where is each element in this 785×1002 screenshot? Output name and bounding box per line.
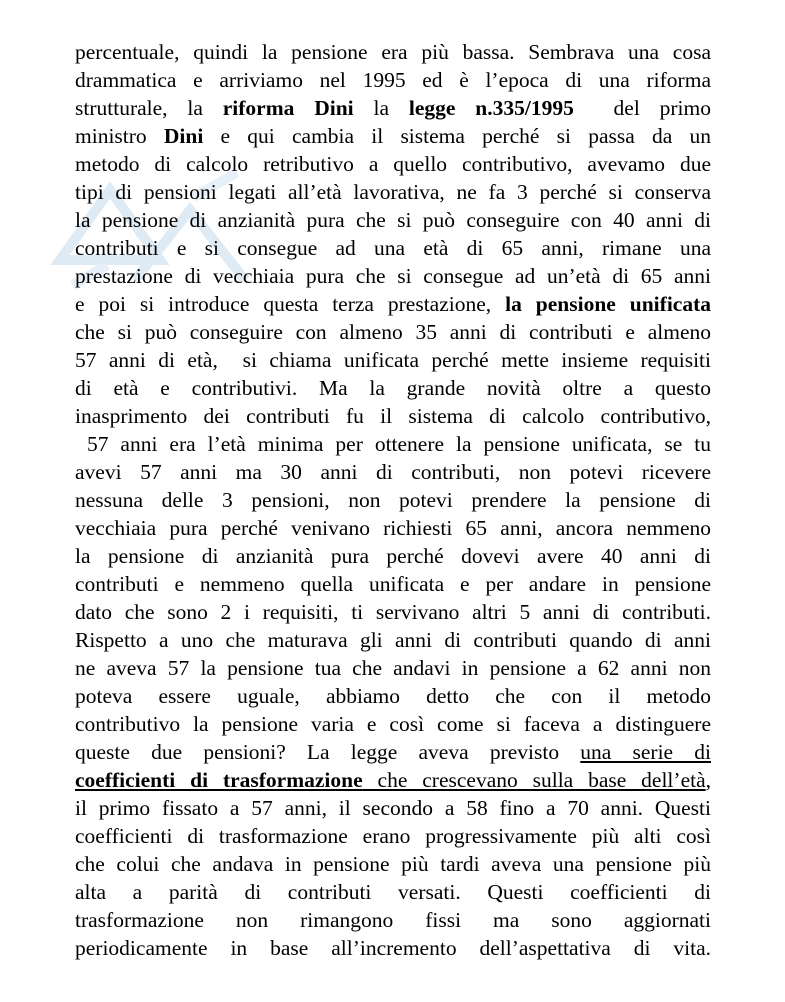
text-line-3: strutturale, la riforma Dini la legge n.335/1995 del primo <box>75 96 711 120</box>
text-line-30: che colui che andava in pensione più tardi aveva una pensione più <box>75 852 711 876</box>
text-line-18: vecchiaia pura perché venivano richiesti 65 anni, ancora nemmeno <box>75 516 711 540</box>
text-line-10: e poi si introduce questa terza prestazione, la pensione unificata <box>75 292 711 316</box>
text-line-33: periodicamente in base all’incremento dell’aspettativa di vita. <box>75 936 711 960</box>
text-line-27: coefficienti di trasformazione che crescevano sulla base dell’età, <box>75 768 711 792</box>
text-line-17: nessuna delle 3 pensioni, non potevi prendere la pensione di <box>75 488 711 512</box>
text-line-25: contributivo la pensione varia e così come si faceva a distinguere <box>75 712 711 736</box>
text-line-26: queste due pensioni? La legge aveva previsto una serie di <box>75 740 711 764</box>
text-line-19: la pensione di anzianità pura perché dovevi avere 40 anni di <box>75 544 711 568</box>
text-line-28: il primo fissato a 57 anni, il secondo a 58 fino a 70 anni. Questi <box>75 796 711 820</box>
text-line-1: percentuale, quindi la pensione era più bassa. Sembrava una cosa <box>75 40 711 64</box>
text-line-12: 57 anni di età, si chiama unificata perché mette insieme requisiti <box>75 348 711 372</box>
text-line-13: di età e contributivi. Ma la grande novità oltre a questo <box>75 376 711 400</box>
text-line-23: ne aveva 57 la pensione tua che andavi in pensione a 62 anni non <box>75 656 711 680</box>
text-line-22: Rispetto a uno che maturava gli anni di contributi quando di anni <box>75 628 711 652</box>
text-line-14: inasprimento dei contributi fu il sistema di calcolo contributivo, <box>75 404 711 428</box>
document-text <box>75 38 711 962</box>
text-line-4: ministro Dini e qui cambia il sistema perché si passa da un <box>75 124 711 148</box>
text-line-32: trasformazione non rimangono fissi ma sono aggiornati <box>75 908 711 932</box>
pensione-unificata-bold: la pensione unificata <box>505 292 711 316</box>
legge-335-1995-bold: legge n.335/1995 <box>408 96 574 120</box>
coefficienti-trasformazione-underline: coefficienti di trasformazione che crescevano sulla base dell’età <box>75 768 706 792</box>
text-line-5: metodo di calcolo retributivo a quello contributivo, avevamo due <box>75 152 711 176</box>
text-line-2: drammatica e arriviamo nel 1995 ed è l’epoca di una riforma <box>75 68 711 92</box>
dini-bold: Dini <box>163 124 204 148</box>
coefficienti-trasformazione-bold: coefficienti di trasformazione <box>75 768 363 792</box>
text-line-11: che si può conseguire con almeno 35 anni di contributi e almeno <box>75 320 711 344</box>
text-line-20: contributi e nemmeno quella unificata e per andare in pensione <box>75 572 711 596</box>
text-line-16: avevi 57 anni ma 30 anni di contributi, non potevi ricevere <box>75 460 711 484</box>
text-line-8: contributi e si consegue ad una età di 65 anni, rimane una <box>75 236 711 260</box>
text-line-9: prestazione di vecchiaia pura che si consegue ad un’età di 65 anni <box>75 264 711 288</box>
text-line-6: tipi di pensioni legati all’età lavorativa, ne fa 3 perché si conserva <box>75 180 711 204</box>
text-line-24: poteva essere uguale, abbiamo detto che con il metodo <box>75 684 711 708</box>
text-line-15: 57 anni era l’età minima per ottenere la pensione unificata, se tu <box>75 432 711 456</box>
riforma-dini-bold: riforma Dini <box>222 96 354 120</box>
text-line-7: la pensione di anzianità pura che si può conseguire con 40 anni di <box>75 208 711 232</box>
text-line-29: coefficienti di trasformazione erano progressivamente più alti così <box>75 824 711 848</box>
text-line-31: alta a parità di contributi versati. Questi coefficienti di <box>75 880 711 904</box>
text-line-21: dato che sono 2 i requisiti, ti servivano altri 5 anni di contributi. <box>75 600 711 624</box>
serie-di-underline: una serie di <box>580 740 711 764</box>
